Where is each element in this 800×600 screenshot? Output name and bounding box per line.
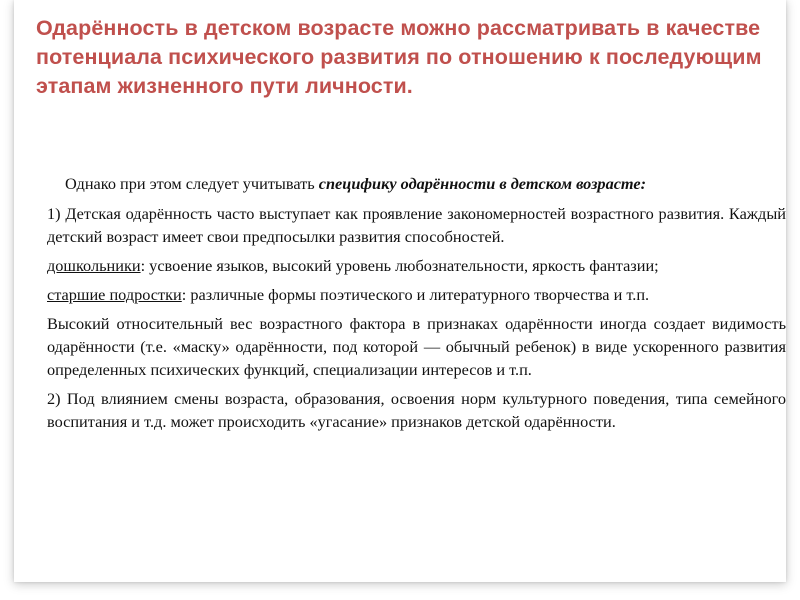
paragraph-preschoolers bbox=[47, 254, 786, 277]
intro-text: Однако при этом следует учитывать bbox=[65, 174, 319, 193]
preschoolers-text: : усвоение языков, высокий уровень любознательности, яркость фантазии; bbox=[140, 256, 659, 275]
teens-text: : различные формы поэтического и литературного творчества и т.п. bbox=[181, 285, 650, 304]
paragraph-age-development: 1) Детская одарённость часто выступает как проявление закономерностей возрастного развития. Каждый детский возраст имеет свои предпосылки развития способностей. bbox=[47, 204, 786, 246]
slide-title: Одарённость в детском возрасте можно рассматривать в качестве потенциала психического развития по отношению к последующим этапам жизненного пути личности. bbox=[36, 16, 762, 98]
slide-body bbox=[47, 172, 786, 439]
paragraph-teens bbox=[47, 283, 786, 306]
slide-frame bbox=[14, 0, 786, 582]
paragraph-fading: 2) Под влиянием смены возраста, образования, освоения норм культурного поведения, типа семейного воспитания и т.д. может происходить «угасание» признаков детской одарённости. bbox=[47, 389, 786, 431]
paragraph-age-factor: Высокий относительный вес возрастного фактора в признаках одарённости иногда создает видимость одарённости (т.е. «маску» одарённости, под которой — обычный ребенок) в виде ускоренного развития определенных психических функций, специализации интересов и т.п. bbox=[47, 314, 786, 379]
intro-paragraph bbox=[47, 172, 786, 195]
preschoolers-label: дошкольники bbox=[47, 256, 141, 275]
intro-emphasis: специфику одарённости в детском возрасте: bbox=[318, 174, 647, 193]
teens-label: старшие подростки bbox=[47, 285, 182, 304]
